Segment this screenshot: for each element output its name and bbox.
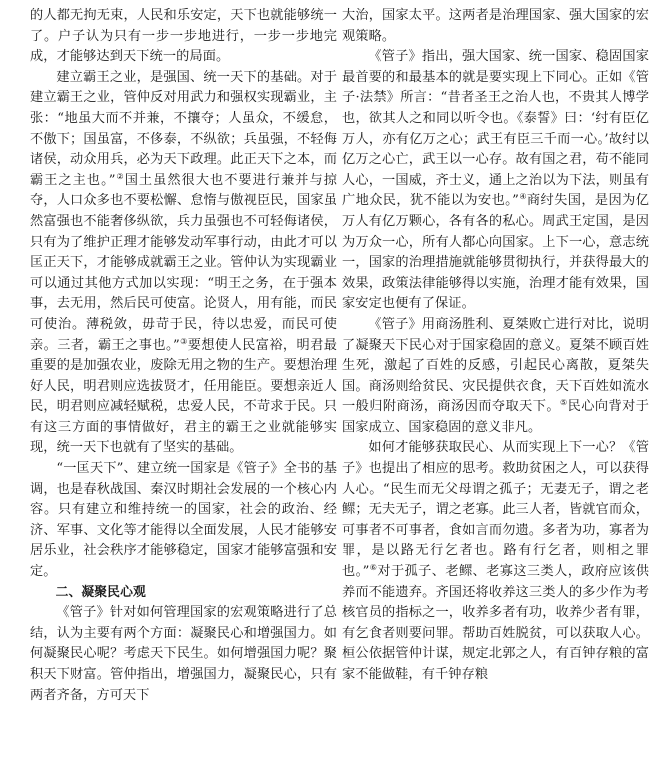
paragraph-text: 商纣失国，是因为亿万人有亿万颗心，各有各的私心。周武王定国，是因为万众一心，所有人都心向国家。上下一心，意志统一，国家的治理措施就能够贯彻执行，并获得最大的效果，政策法律能够得以实施，治理才能有效果，国家安定也便有了保证。 <box>342 193 649 312</box>
paragraph: 的人都无拘无束，人民和乐安定，天下也就能够统一了。户子认为只有一步一步地进行，一步一步地完成，才能够达到天下统一的局面。 <box>30 8 337 65</box>
paragraph: 《管子》针对如何管理国家的宏观策略进行了总结，认为主要有两个方面：凝聚民心和增强国力。如何凝聚民心呢？考虑天下民生。如何增强国力呢？聚积天下财富。管仲指出，增强国力，凝聚民心，只有两者齐备，方可天下 <box>30 605 337 703</box>
paragraph: 大治，国家太平。这两者是治理国家、强大国家的宏观策略。 <box>342 8 649 44</box>
left-column <box>30 6 337 706</box>
paragraph <box>342 438 649 685</box>
paragraph-text: 要想使人民富裕，明君最重要的是加强农业，废除无用之物的生产。要想治理好人民，明君则应选拔贤才，任用能臣。要想亲近人民，明君则应减轻赋税，忠爱人民，不苛求于民。只有这三方面的事情做好，君主的霸王之业就能够实现，统一天下也就有了坚实的基础。 <box>30 337 338 456</box>
paragraph-text: 国土虽然很大也不要进行兼并与掠夺，人口众多也不要松懈、怠惰与傲视臣民，国家虽然富强也不能奢侈纵欲，兵力虽强也不可轻侮诸侯，只有为了维护正理才能够发动军事行动，由此才可以匡正天下，才能够成就霸王之业。管仲认为实现霸业可以通过其他方式加以实现：“明王之务，在于强本事，去无用，然后民可使富。论贤人，用有能，而民可使治。薄税敛，毋苛于民，待以忠爱，而民可使亲。三者，霸王之事也。” <box>30 172 338 353</box>
paragraph-text: 《管子》用商汤胜利、夏桀败亡进行对比，说明了凝聚天下民心对于国家稳固的意义。夏桀不顾百姓生死，激起了百姓的反感，引起民心离散，夏桀失国。商汤则给贫民、灾民提供衣食，天下百姓如流水一般归附商汤，商汤因而夺取天下。 <box>342 316 649 415</box>
paragraph-text: 建立霸王之业，是强国、统一天下的基础。对于建立霸王之业，管仲反对用武力和强权实现霸业，主张：“地虽大而不并兼，不攘夺；人虽众，不缓怠，不傲下；国虽富，不侈泰，不纵欲；兵虽强，不轻侮诸侯，动众用兵，必为天下政理。此正天下之本，而霸王之主也。” <box>30 69 337 188</box>
paragraph-text: 对于孤子、老鳏、老寡这三类人，政府应该供养而不能遗弃。齐国还将收养这三类人的多少作为考核官员的指标之一，收养多者有功，收养少者有罪，有乞食者则要问罪。帮助百姓脱贫，可以获取人心。桓公依据管仲计谋，规定北郭之人，有百钟存粮的富家不能做鞋，有千钟存粮 <box>342 564 650 682</box>
footnote-marker: ② <box>115 171 125 181</box>
section-heading: 二、凝聚民心观 <box>55 584 146 600</box>
footnote-marker: ⑤ <box>559 398 568 408</box>
footnote-marker: ⑥ <box>369 563 378 573</box>
paragraph-text: 《管子》指出，强大国家、统一国家、稳固国家最首要的和最基本的就是要实现上下同心。正如《管子·法禁》所言：“昔者圣王之治人也，不贵其人博学也，欲其人之和同以听令也。《泰誓》曰：‘纣有臣亿万人，亦有亿万之心；武王有臣三千而一心。’故纣以亿万之心亡，武王以一心存。故有国之君，苟不能同人心，一国威，齐士义，通上之治以为下法，则虽有广地众民，犹不能以为安也。” <box>342 49 649 209</box>
right-column <box>342 6 649 686</box>
paragraph <box>30 68 337 459</box>
paragraph-text: 民心向背对于国家成立、国家稳固的意义非凡。 <box>342 399 649 435</box>
paragraph-text: 如何才能够获取民心、从而实现上下一心？《管子》也提出了相应的思考。救助贫困之人，可以获得人心。“民生而无父母谓之孤子；无妻无子，谓之老鳏；无夫无子，谓之老寡。此三人者，皆就官而众，可事者不可事者，食如言而勿遗。多者为功，寡者为罪，是以路无行乞者也。路有行乞者，则相之罪也。” <box>342 440 649 580</box>
footnote-marker: ④ <box>519 192 527 202</box>
paragraph <box>342 47 649 315</box>
footnote-marker: ③ <box>179 336 188 346</box>
paragraph: “一匡天下”、建立统一国家是《管子》全书的基调，也是春秋战国、秦汉时期社会发展的一个核心内容。只有建立和维持统一的国家，社会的政治、经济、军事、文化等才能得以全面发展，人民才能够安居乐业，社会秩序才能够稳定，国家才能够富强和安定。 <box>30 461 337 580</box>
paragraph <box>342 315 649 439</box>
